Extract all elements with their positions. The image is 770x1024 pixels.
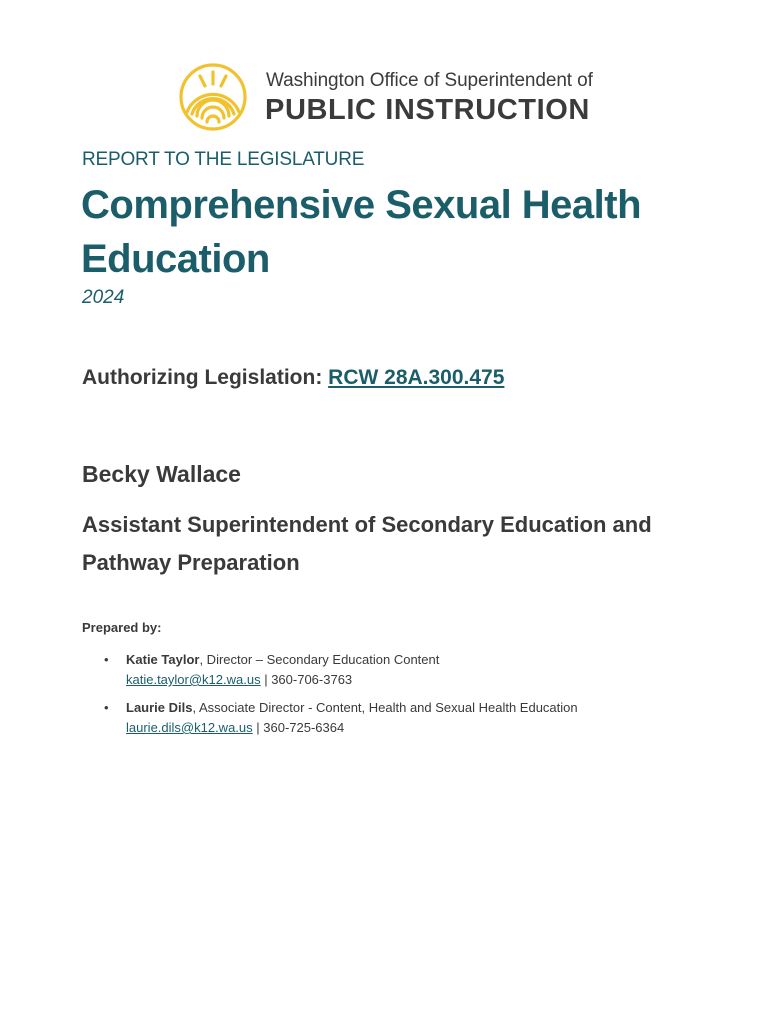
contact-phone: | 360-725-6364 [252, 720, 345, 735]
org-name-line2: PUBLIC INSTRUCTION [265, 94, 590, 126]
bullet-icon: • [104, 652, 109, 667]
contact-name: Katie Taylor [126, 652, 200, 667]
authorizing-label: Authorizing Legislation: [82, 366, 323, 389]
list-item [104, 698, 724, 738]
contact-title: , Associate Director - Content, Health and Sexual Health Education [192, 700, 578, 715]
org-name-line1: Washington Office of Superintendent of [266, 70, 593, 91]
rcw-link[interactable]: RCW 28A.300.475 [328, 366, 505, 389]
ospi-seal-icon [178, 62, 248, 132]
official-role: Assistant Superintendent of Secondary Education and Pathway Preparation [82, 512, 652, 575]
ospi-logo [178, 62, 598, 134]
list-item [104, 650, 724, 690]
contact-title: , Director – Secondary Education Content [199, 652, 440, 667]
prepared-by-label: Prepared by: [82, 620, 162, 635]
report-kicker: REPORT TO THE LEGISLATURE [82, 149, 365, 170]
contact-phone: | 360-706-3763 [260, 672, 353, 687]
official-name: Becky Wallace [82, 461, 241, 487]
contact-name: Laurie Dils [126, 700, 193, 715]
contact-email-link[interactable]: katie.taylor@k12.wa.us [126, 672, 261, 687]
report-year: 2024 [82, 287, 125, 308]
contact-email-link[interactable]: laurie.dils@k12.wa.us [126, 720, 253, 735]
bullet-icon: • [104, 700, 109, 715]
authorizing-legislation [82, 366, 504, 390]
contact-list [104, 650, 724, 746]
page-title: Comprehensive Sexual Health Education [81, 183, 642, 281]
